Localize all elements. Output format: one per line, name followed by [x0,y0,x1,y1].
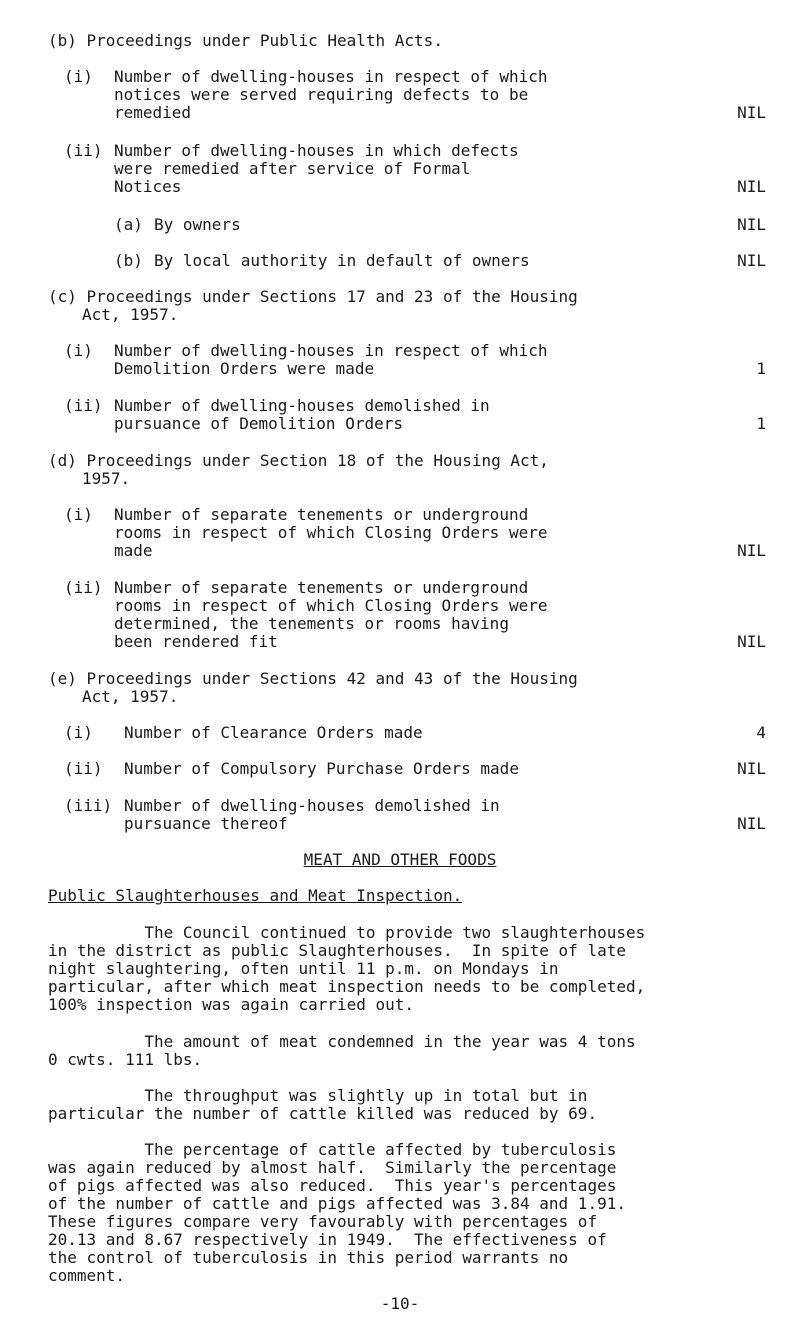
item-value: NIL [737,177,766,196]
item-label: (i) [64,341,93,360]
item-text-line: Number of dwelling-houses demolished in [114,396,490,415]
item-value: 4 [756,723,766,742]
item-label: (ii) [64,141,103,160]
item-text-line: Number of dwelling-houses in respect of which [114,341,548,360]
paragraph-line: The amount of meat condemned in the year was 4 tons [48,1032,636,1051]
meat-title: MEAT AND OTHER FOODS [303,850,497,869]
item-text-line: Notices [114,177,182,196]
item-text-line: were remedied after service of Formal [114,159,471,178]
item-value: NIL [737,103,766,122]
item-label: (ii) [64,578,103,597]
item-value: NIL [737,215,766,234]
section-c-heading: (c) Proceedings under Sections 17 and 23 of the Housing [48,287,578,306]
item-value: NIL [737,632,766,651]
paragraph-line: The throughput was slightly up in total but in [48,1086,588,1105]
item-text-line: By owners [154,215,241,234]
paragraph-line: 100% inspection was again carried out. [48,995,415,1014]
item-label: (a) [114,215,143,234]
paragraph-line: These figures compare very favourably with percentages of [48,1212,598,1231]
section-d-heading-line: 1957. [82,469,131,488]
item-text-line: notices were served requiring defects to be [114,85,529,104]
paragraph-line: The percentage of cattle affected by tuberculosis [48,1140,617,1159]
item-text-line: pursuance of Demolition Orders [114,414,403,433]
item-label: (i) [64,505,93,524]
section-c-heading-line: Act, 1957. [82,305,179,324]
section-b-heading: (b) Proceedings under Public Health Acts. [48,31,443,50]
paragraph-line: of pigs affected was also reduced. This year's percentages [48,1176,617,1195]
paragraph-line: particular, after which meat inspection needs to be completed, [48,977,646,996]
item-text-line: Number of dwelling-houses in respect of which [114,67,548,86]
item-text-line: determined, the tenements or rooms having [114,614,509,633]
item-label: (i) [64,723,93,742]
item-value: NIL [737,251,766,270]
item-text-line: Number of separate tenements or underground [114,505,529,524]
item-value: 1 [756,414,766,433]
item-text-line: Demolition Orders were made [114,359,375,378]
paragraph-line: The Council continued to provide two slaughterhouses [48,923,646,942]
item-text-line: rooms in respect of which Closing Orders were [114,523,548,542]
page-number: -10- [380,1294,420,1313]
item-label: (ii) [64,396,103,415]
item-value: 1 [756,359,766,378]
item-text-line: rooms in respect of which Closing Orders were [114,596,548,615]
item-text-line: made [114,541,153,560]
paragraph-line: was again reduced by almost half. Similarly the percentage [48,1158,617,1177]
item-text-line: Number of Compulsory Purchase Orders made [124,759,519,778]
item-value: NIL [737,541,766,560]
item-text-line: Number of Clearance Orders made [124,723,423,742]
paragraph-line: particular the number of cattle killed was reduced by 69. [48,1104,598,1123]
paragraph-line: comment. [48,1266,126,1285]
slaughter-title: Public Slaughterhouses and Meat Inspection. [48,886,463,905]
item-text-line: been rendered fit [114,632,278,651]
paragraph-line: 0 cwts. 111 lbs. [48,1050,203,1069]
item-text-line: By local authority in default of owners [154,251,530,270]
item-text-line: Number of separate tenements or underground [114,578,529,597]
paragraph-line: 20.13 and 8.67 respectively in 1949. The effectiveness of [48,1230,607,1249]
paragraph-line: the control of tuberculosis in this period warrants no [48,1248,569,1267]
item-label: (i) [64,67,93,86]
paragraph-line: in the district as public Slaughterhouses. In spite of late [48,941,626,960]
item-label: (b) [114,251,143,270]
item-value: NIL [737,814,766,833]
item-value: NIL [737,759,766,778]
paragraph-line: night slaughtering, often until 11 p.m. on Mondays in [48,959,559,978]
item-text-line: pursuance thereof [124,814,288,833]
section-d-heading: (d) Proceedings under Section 18 of the Housing Act, [48,451,549,470]
item-text-line: remedied [114,103,192,122]
item-text-line: Number of dwelling-houses demolished in [124,796,500,815]
section-e-heading: (e) Proceedings under Sections 42 and 43 of the Housing [48,669,578,688]
section-e-heading-line: Act, 1957. [82,687,179,706]
item-label: (iii) [64,796,113,815]
item-text-line: Number of dwelling-houses in which defects [114,141,519,160]
item-label: (ii) [64,759,103,778]
paragraph-line: of the number of cattle and pigs affected was 3.84 and 1.91. [48,1194,626,1213]
